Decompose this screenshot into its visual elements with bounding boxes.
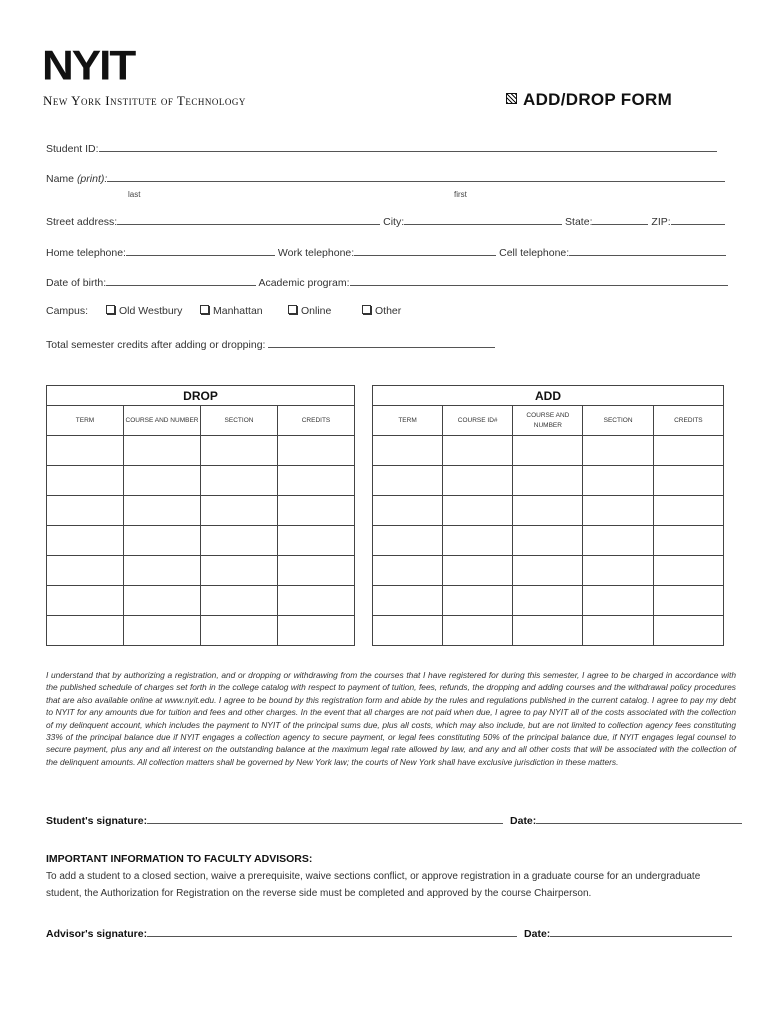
student-date-field[interactable] (536, 813, 742, 824)
table-cell[interactable] (124, 526, 201, 556)
table-cell[interactable] (513, 616, 583, 646)
dob-field[interactable] (106, 275, 256, 286)
name-field[interactable] (107, 171, 725, 182)
table-cell[interactable] (47, 496, 124, 526)
table-cell[interactable] (47, 526, 124, 556)
agreement-text: I understand that by authorizing a registration, and or dropping or withdrawing from the courses that I have registered for during this semester, I agree to be charged in accordance with the published schedule of charges set forth in the college catalog with respect to payment of tuition, fees, refunds, the dropping and adding courses and the withdrawal policy procedures that are also available online at www.nyit.edu. I agree to be bound by this registration form and abide by the rules and regulations published in the current catalog. I agree to pay my debt to NYIT for any amounts due for tuition and fees and other charges. In the event that all charges are not paid when due, I agree to pay NYIT all of the costs associated with the collection of my delinquent account, which includes the payment to NYIT of the principal sums due, plus all costs, which may also include, but are not limited to collection agency fees constituting 33% of the principal balance due if NYIT engages a collection agency to secure payment, or legal fees constituting 50% of the principal balance due, if NYIT engages legal counsel to secure payment, plus any and all interest on the outstanding balance at the maximum legal rate allowed by law, and any and all other costs that will be associated with the collection of the delinquent amounts. All collection matters shall be governed by New York law; the courts of New York shall have exclusive jurisdiction in these matters. (46, 670, 736, 767)
form-title-text: ADD/DROP FORM (523, 90, 673, 109)
advisor-signature-label: Advisor's signature: (46, 928, 148, 940)
program-label: Academic program: (258, 277, 350, 289)
add-table-title: ADD (373, 386, 724, 406)
campus-option-label: Other (375, 305, 402, 317)
table-cell[interactable] (201, 616, 278, 646)
table-cell[interactable] (443, 616, 513, 646)
table-cell[interactable] (124, 586, 201, 616)
checkbox-icon[interactable] (200, 305, 209, 314)
campus-option-label: Online (301, 305, 332, 317)
advisor-info-text: To add a student to a closed section, waive a prerequisite, waive sections conflict, or approve registration in a graduate course for an undergraduate student, the Authorization for Registration on the reverse side must be completed and approved by the course Chairperson. (46, 871, 701, 899)
table-cell[interactable] (653, 556, 723, 586)
table-row (47, 616, 355, 646)
add-table (372, 385, 724, 646)
table-row (373, 436, 724, 466)
checkbox-icon[interactable] (288, 305, 297, 314)
state-field[interactable] (592, 214, 648, 225)
street-field[interactable] (117, 214, 380, 225)
table-cell[interactable] (124, 496, 201, 526)
table-cell[interactable] (201, 586, 278, 616)
advisor-signature-row (46, 926, 732, 940)
drop-col-course: COURSE AND NUMBER (124, 406, 201, 436)
campus-option-manhattan[interactable] (200, 305, 263, 317)
student-signature-field[interactable] (147, 813, 503, 824)
student-id-label: Student ID: (46, 143, 99, 155)
campus-option-online[interactable] (288, 305, 331, 317)
table-cell[interactable] (513, 466, 583, 496)
advisor-signature-field[interactable] (147, 926, 517, 937)
table-cell[interactable] (278, 496, 355, 526)
zip-field[interactable] (671, 214, 725, 225)
checkbox-icon[interactable] (106, 305, 115, 314)
last-name-hint: last (128, 190, 141, 199)
add-col-course: COURSE AND NUMBER (513, 406, 583, 436)
table-cell[interactable] (278, 616, 355, 646)
name-print-label: (print): (76, 173, 108, 185)
table-cell[interactable] (513, 586, 583, 616)
table-cell[interactable] (373, 496, 443, 526)
table-cell[interactable] (443, 436, 513, 466)
student-date-label: Date: (510, 815, 537, 827)
nyit-logo: NYIT (42, 42, 135, 89)
address-row (46, 214, 725, 228)
advisor-info-heading: IMPORTANT INFORMATION TO FACULTY ADVISORS: (46, 853, 313, 865)
add-col-credits: CREDITS (653, 406, 723, 436)
campus-option-label: Manhattan (213, 305, 263, 317)
table-row (373, 466, 724, 496)
student-id-row (46, 141, 717, 155)
table-cell[interactable] (583, 466, 653, 496)
campus-option-label: Old Westbury (119, 305, 183, 317)
table-row (373, 526, 724, 556)
table-cell[interactable] (201, 496, 278, 526)
form-title (506, 90, 672, 110)
table-cell[interactable] (653, 436, 723, 466)
city-label: City: (383, 216, 405, 228)
table-cell[interactable] (47, 436, 124, 466)
campus-option-old-westbury[interactable] (106, 305, 182, 317)
table-cell[interactable] (124, 616, 201, 646)
street-label: Street address: (46, 216, 118, 228)
table-row (47, 556, 355, 586)
table-cell[interactable] (278, 556, 355, 586)
zip-label: ZIP: (651, 216, 671, 228)
home-tel-label: Home telephone: (46, 247, 126, 259)
title-box-icon (506, 93, 517, 104)
total-credits-field[interactable] (268, 337, 495, 348)
name-row (46, 171, 725, 185)
table-row (47, 586, 355, 616)
table-cell[interactable] (201, 526, 278, 556)
table-cell[interactable] (47, 466, 124, 496)
table-row (373, 556, 724, 586)
work-tel-field[interactable] (354, 245, 496, 256)
campus-label: Campus: (46, 305, 89, 317)
table-cell[interactable] (513, 526, 583, 556)
drop-table-title: DROP (47, 386, 355, 406)
drop-col-credits: CREDITS (278, 406, 355, 436)
program-field[interactable] (350, 275, 728, 286)
cell-tel-label: Cell telephone: (499, 247, 570, 259)
add-col-term: TERM (373, 406, 443, 436)
table-cell[interactable] (201, 466, 278, 496)
state-label: State: (565, 216, 593, 228)
student-signature-row (46, 813, 742, 827)
telephone-row (46, 245, 726, 259)
drop-col-term: TERM (47, 406, 124, 436)
add-col-course-id: COURSE ID# (443, 406, 513, 436)
first-name-hint: first (454, 190, 467, 199)
table-cell[interactable] (443, 586, 513, 616)
add-col-section: SECTION (583, 406, 653, 436)
table-row (47, 526, 355, 556)
table-row (373, 496, 724, 526)
home-tel-field[interactable] (126, 245, 275, 256)
table-cell[interactable] (201, 556, 278, 586)
name-label: Name (46, 173, 75, 185)
table-cell[interactable] (124, 436, 201, 466)
table-cell[interactable] (47, 616, 124, 646)
advisor-date-label: Date: (524, 928, 551, 940)
table-cell[interactable] (373, 436, 443, 466)
table-cell[interactable] (443, 526, 513, 556)
table-cell[interactable] (373, 466, 443, 496)
table-cell[interactable] (583, 586, 653, 616)
drop-col-section: SECTION (201, 406, 278, 436)
total-credits-row (46, 337, 495, 351)
table-cell[interactable] (583, 496, 653, 526)
table-cell[interactable] (443, 556, 513, 586)
table-cell[interactable] (124, 466, 201, 496)
student-id-field[interactable] (99, 141, 717, 152)
table-cell[interactable] (47, 556, 124, 586)
table-row (47, 466, 355, 496)
table-cell[interactable] (583, 616, 653, 646)
table-cell[interactable] (653, 526, 723, 556)
table-cell[interactable] (653, 586, 723, 616)
table-cell[interactable] (278, 526, 355, 556)
table-cell[interactable] (653, 616, 723, 646)
table-row (373, 586, 724, 616)
table-cell[interactable] (278, 466, 355, 496)
table-cell[interactable] (583, 526, 653, 556)
table-cell[interactable] (278, 586, 355, 616)
total-credits-label: Total semester credits after adding or dropping: (46, 339, 266, 351)
table-cell[interactable] (373, 526, 443, 556)
campus-option-other[interactable] (362, 305, 401, 317)
cell-tel-field[interactable] (569, 245, 726, 256)
work-tel-label: Work telephone: (277, 247, 355, 259)
institute-name: New York Institute of Technology (43, 93, 246, 108)
table-cell[interactable] (513, 436, 583, 466)
table-cell[interactable] (443, 496, 513, 526)
table-cell[interactable] (653, 466, 723, 496)
table-cell[interactable] (513, 556, 583, 586)
advisor-date-field[interactable] (550, 926, 732, 937)
table-cell[interactable] (583, 436, 653, 466)
dob-label: Date of birth: (46, 277, 107, 289)
checkbox-icon[interactable] (362, 305, 371, 314)
drop-table (46, 385, 355, 646)
student-signature-label: Student's signature: (46, 815, 148, 827)
table-row (47, 496, 355, 526)
city-field[interactable] (404, 214, 562, 225)
table-cell[interactable] (373, 616, 443, 646)
table-cell[interactable] (513, 496, 583, 526)
table-row (373, 616, 724, 646)
table-cell[interactable] (124, 556, 201, 586)
table-cell[interactable] (201, 436, 278, 466)
table-cell[interactable] (278, 436, 355, 466)
table-cell[interactable] (443, 466, 513, 496)
table-cell[interactable] (373, 556, 443, 586)
table-cell[interactable] (583, 556, 653, 586)
table-cell[interactable] (47, 586, 124, 616)
table-cell[interactable] (653, 496, 723, 526)
table-cell[interactable] (373, 586, 443, 616)
dob-row (46, 275, 728, 289)
table-row (47, 436, 355, 466)
